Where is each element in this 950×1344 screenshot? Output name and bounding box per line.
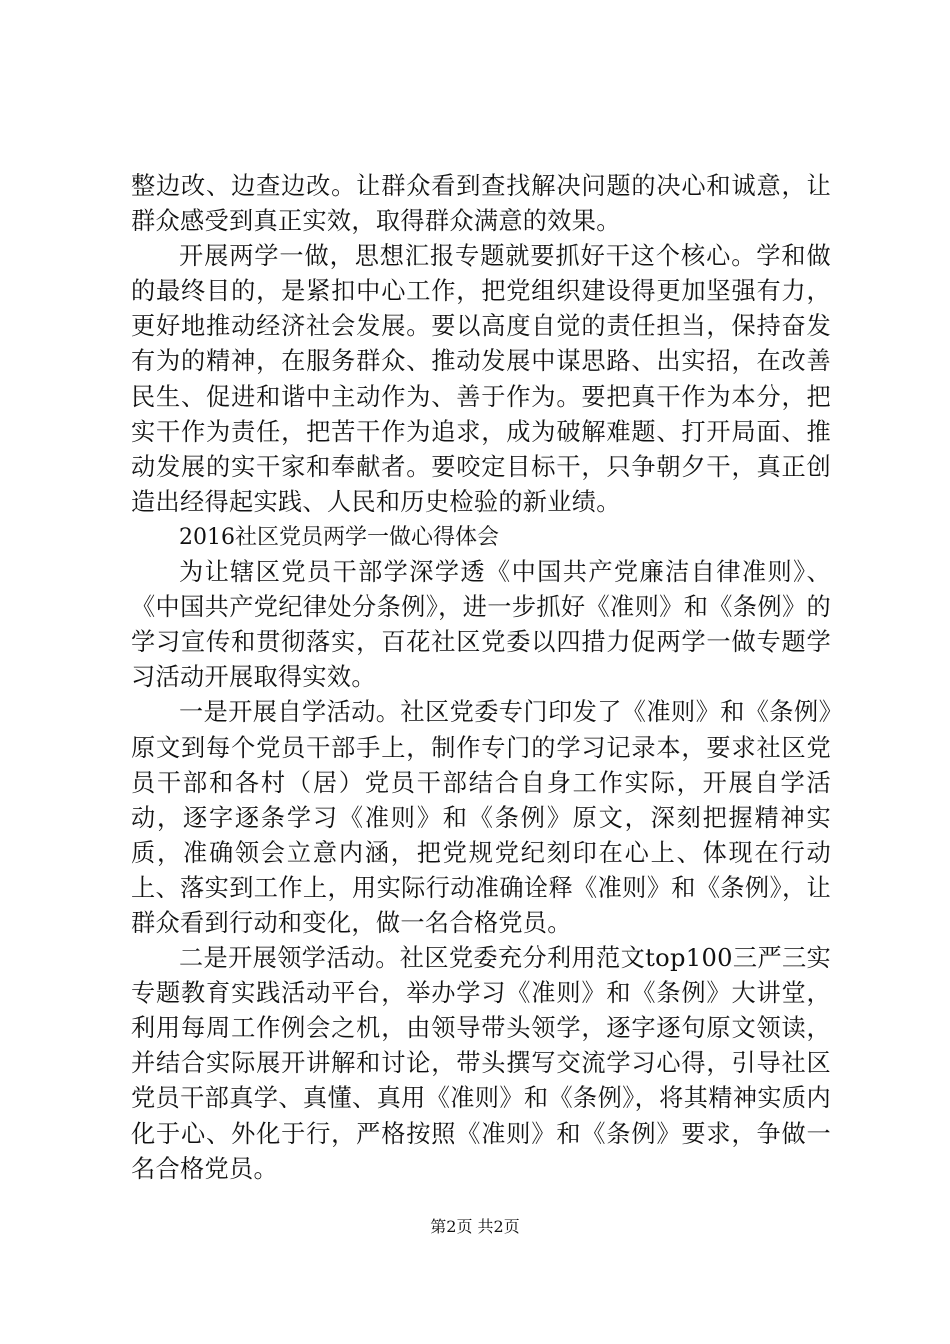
paragraph-3: 为让辖区党员干部学深学透《中国共产党廉洁自律准则》、《中国共产党纪律处分条例》，进一步抓好《准则》和《条例》的学习宣传和贯彻落实，百花社区党委以四措力促两学一做专题学习活动开展取得实效。 [131, 558, 831, 692]
paragraph-2: 开展两学一做，思想汇报专题就要抓好干这个核心。学和做的最终目的，是紧扣中心工作，把党组织建设得更加坚强有力，更好地推动经济社会发展。要以高度自觉的责任担当，保持奋发有为的精神，在服务群众、推动发展中谋思路、出实招，在改善民生、促进和谐中主动作为、善于作为。要把真干作为本分，把实干作为责任，把苦干作为追求，成为破解难题、打开局面、推动发展的实干家和奉献者。要咬定目标干，只争朝夕干，真正创造出经得起实践、人民和历史检验的新业绩。 [131, 242, 831, 516]
document-body [131, 169, 831, 1187]
section-heading: 2016社区党员两学一做心得体会 [179, 524, 499, 550]
paragraph-1: 整边改、边查边改。让群众看到查找解决问题的决心和诚意，让群众感受到真正实效，取得群众满意的效果。 [131, 172, 831, 236]
paragraph-4: 一是开展自学活动。社区党委专门印发了《准则》和《条例》原文到每个党员干部手上，制作专门的学习记录本，要求社区党员干部和各村（居）党员干部结合自身工作实际，开展自学活动，逐字逐条学习《准则》和《条例》原文，深刻把握精神实质，准确领会立意内涵，把党规党纪刻印在心上、体现在行动上、落实到工作上，用实际行动准确诠释《准则》和《条例》，让群众看到行动和变化，做一名合格党员。 [131, 698, 831, 937]
page-number-footer: 第2页 共2页 [430, 1217, 520, 1236]
paragraph-5: 二是开展领学活动。社区党委充分利用范文top100三严三实专题教育实践活动平台，举办学习《准则》和《条例》大讲堂，利用每周工作例会之机，由领导带头领学，逐字逐句原文领读，并结合实际展开讲解和讨论，带头撰写交流学习心得，引导社区党员干部真学、真懂、真用《准则》和《条例》，将其精神实质内化于心、外化于行，严格按照《准则》和《条例》要求，争做一名合格党员。 [131, 944, 831, 1183]
